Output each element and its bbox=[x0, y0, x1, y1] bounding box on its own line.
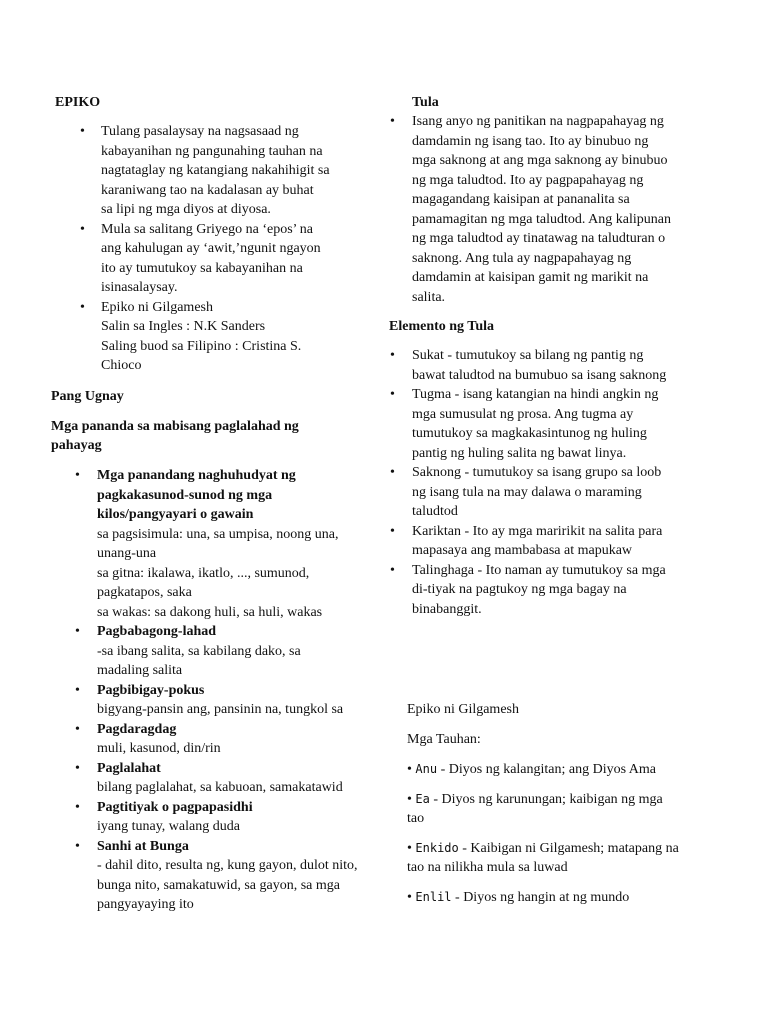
epiko-list bbox=[76, 122, 366, 376]
tauhan-entry bbox=[407, 839, 682, 878]
epiko-line: isinasalaysay. bbox=[101, 280, 178, 295]
epiko-line: nagtataglay ng katangiang nakahihigit sa bbox=[101, 163, 330, 178]
tauhan-bullet: • bbox=[407, 762, 412, 777]
pananda-text: iyang tunay, walang duda bbox=[97, 819, 240, 834]
pananda-text: muli, kasunod, din/rin bbox=[97, 741, 221, 756]
pananda-title: • Pagdaragdag bbox=[97, 721, 177, 737]
elemento-item bbox=[389, 463, 679, 522]
pananda-item-6 bbox=[74, 798, 369, 837]
tula-list bbox=[389, 112, 674, 307]
pananda-text: - dahil dito, resulta ng, kung gayon, dulot nito, bunga nito, samakatuwid, sa gayon, sa mga pangyayaying ito bbox=[97, 858, 358, 912]
tula-text: • Isang anyo ng panitikan na nagpapahayag ng damdamin ng isang tao. Ito ay binubuo ng mga saknong at ang mga saknong ay binubuo ng mga taludtod. Ito ay pagpapahayag ng magagandang kaisipan at pananalita sa pamamagitan ng mga taludtod. Ang kalipunan ng mga taludtod ay tinatawag na taludturan o saknong. Ang tula ay nagpapahayag ng damdamin at kaisipan gamit ng marikit na salita. bbox=[412, 114, 671, 305]
elemento-text: • Talinghaga - Ito naman ay tumutukoy sa mga di-tiyak na pagtukoy ng mga bagay na binabanggit. bbox=[412, 562, 666, 617]
elemento-block bbox=[389, 317, 679, 337]
tauhan-bullet: • bbox=[407, 791, 412, 807]
tauhan-desc: - Diyos ng karunungan; kaibigan ng mga tao bbox=[407, 791, 663, 826]
tauhan-entry bbox=[407, 888, 682, 908]
pananda-item-2 bbox=[74, 622, 369, 681]
epiko-line: Saling buod sa Filipino : Cristina S. bbox=[101, 338, 302, 354]
epiko-line: karaniwang tao na kadalasan ay buhat bbox=[101, 182, 314, 198]
tauhan-name: Enlil bbox=[415, 889, 452, 904]
elemento-text: • Tugma - isang katangian na hindi angkin ng mga sumusulat ng prosa. Ang tugma ay tumutukoy sa magkakasintunog ng huling pantig ng huling salita ng bawat linya. bbox=[412, 387, 659, 461]
epiko-item-2 bbox=[76, 220, 366, 298]
pang-ugnay-heading: Pang Ugnay bbox=[51, 389, 124, 404]
epiko-line: • Epiko ni Gilgamesh bbox=[101, 299, 213, 315]
elemento-heading: Elemento ng Tula bbox=[389, 319, 495, 334]
mga-pananda-heading: Mga pananda sa mabisang paglalahad ng pahayag bbox=[51, 418, 299, 453]
mga-tauhan-label: Mga Tauhan: bbox=[407, 731, 481, 747]
pananda-text: sa pagsisimula: una, sa umpisa, noong una, unang-una bbox=[97, 526, 339, 561]
right-column bbox=[412, 93, 682, 113]
tauhan-desc: - Diyos ng hangin at ng mundo bbox=[451, 889, 630, 905]
tula-heading: Tula bbox=[412, 95, 439, 110]
pananda-item-5 bbox=[74, 759, 369, 798]
pananda-item-7 bbox=[74, 837, 369, 915]
pananda-text: -sa ibang salita, sa kabilang dako, sa madaling salita bbox=[97, 643, 301, 678]
pananda-item-1 bbox=[74, 466, 369, 622]
pananda-title: • Pagbabagong-lahad bbox=[97, 624, 217, 639]
pananda-item-3 bbox=[74, 681, 369, 720]
pananda-text: sa wakas: sa dakong huli, sa huli, wakas bbox=[97, 604, 323, 620]
elemento-text: • Kariktan - Ito ay mga maririkit na salita para mapasaya ang mambabasa at mapukaw bbox=[412, 523, 663, 558]
pananda-title: • Pagbibigay-pokus bbox=[97, 682, 205, 698]
elemento-item bbox=[389, 385, 679, 463]
pananda-title: • Pagtitiyak o pagpapasidhi bbox=[97, 799, 253, 815]
pananda-item-4 bbox=[74, 720, 369, 759]
pananda-title: • Paglalahat bbox=[97, 760, 161, 776]
elemento-item bbox=[389, 522, 679, 561]
epiko-line: sa lipi ng mga diyos at diyosa. bbox=[101, 202, 271, 217]
elemento-text: • Sukat - tumutukoy sa bilang ng pantig ng bawat taludtod na bumubuo sa isang saknong bbox=[412, 348, 667, 383]
pananda-title: • Sanhi at Bunga bbox=[97, 838, 189, 854]
tauhan-desc: - Diyos ng kalangitan; ang Diyos Ama bbox=[437, 762, 657, 777]
gilgamesh-block bbox=[407, 700, 682, 907]
left-column bbox=[55, 93, 375, 113]
tauhan-name: Enkido bbox=[415, 840, 459, 855]
pananda-text: bigyang-pansin ang, pansinin na, tungkol sa bbox=[97, 702, 344, 717]
epiko-line: • Tulang pasalaysay na nagsasaad ng bbox=[101, 124, 299, 139]
elemento-list bbox=[389, 346, 679, 619]
epiko-item-3 bbox=[76, 298, 366, 376]
pananda-list bbox=[74, 466, 369, 915]
tauhan-desc: - Kaibigan ni Gilgamesh; matapang na tao na nilikha mula sa luwad bbox=[407, 840, 679, 875]
pananda-title: • Mga panandang naghuhudyat ng pagkakasunod-sunod ng mga kilos/pangyayari o gawain bbox=[97, 468, 296, 522]
elemento-item bbox=[389, 346, 679, 385]
tauhan-name: Anu bbox=[415, 762, 438, 776]
pananda-text: bilang paglalahat, sa kabuoan, samakatawid bbox=[97, 780, 343, 795]
pang-ugnay-block bbox=[51, 387, 371, 456]
gilgamesh-title: Epiko ni Gilgamesh bbox=[407, 702, 519, 717]
tauhan-entry bbox=[407, 760, 682, 780]
epiko-line: Salin sa Ingles : N.K Sanders bbox=[101, 319, 266, 334]
tauhan-bullet: • bbox=[407, 840, 412, 856]
epiko-line: • Mula sa salitang Griyego na ‘epos’ na bbox=[101, 221, 314, 237]
tauhan-bullet: • bbox=[407, 889, 412, 905]
epiko-line: Chioco bbox=[101, 358, 142, 373]
elemento-text: • Saknong - tumutukoy sa isang grupo sa loob ng isang tula na may dalawa o maraming taludtod bbox=[412, 465, 662, 519]
epiko-heading: EPIKO bbox=[55, 95, 101, 110]
epiko-line: ang kahulugan ay ‘awit,’ngunit ngayon bbox=[101, 241, 321, 256]
tauhan-name: Ea bbox=[415, 791, 430, 806]
tauhan-entry bbox=[407, 790, 682, 829]
epiko-line: ito ay tumutukoy sa kabayanihan na bbox=[101, 260, 303, 276]
tula-item bbox=[389, 112, 674, 307]
pananda-text: sa gitna: ikalawa, ikatlo, ..., sumunod, pagkatapos, saka bbox=[97, 565, 310, 600]
elemento-item bbox=[389, 561, 679, 620]
epiko-line: kabayanihan ng pangunahing tauhan na bbox=[101, 143, 323, 159]
epiko-item-1 bbox=[76, 122, 366, 220]
